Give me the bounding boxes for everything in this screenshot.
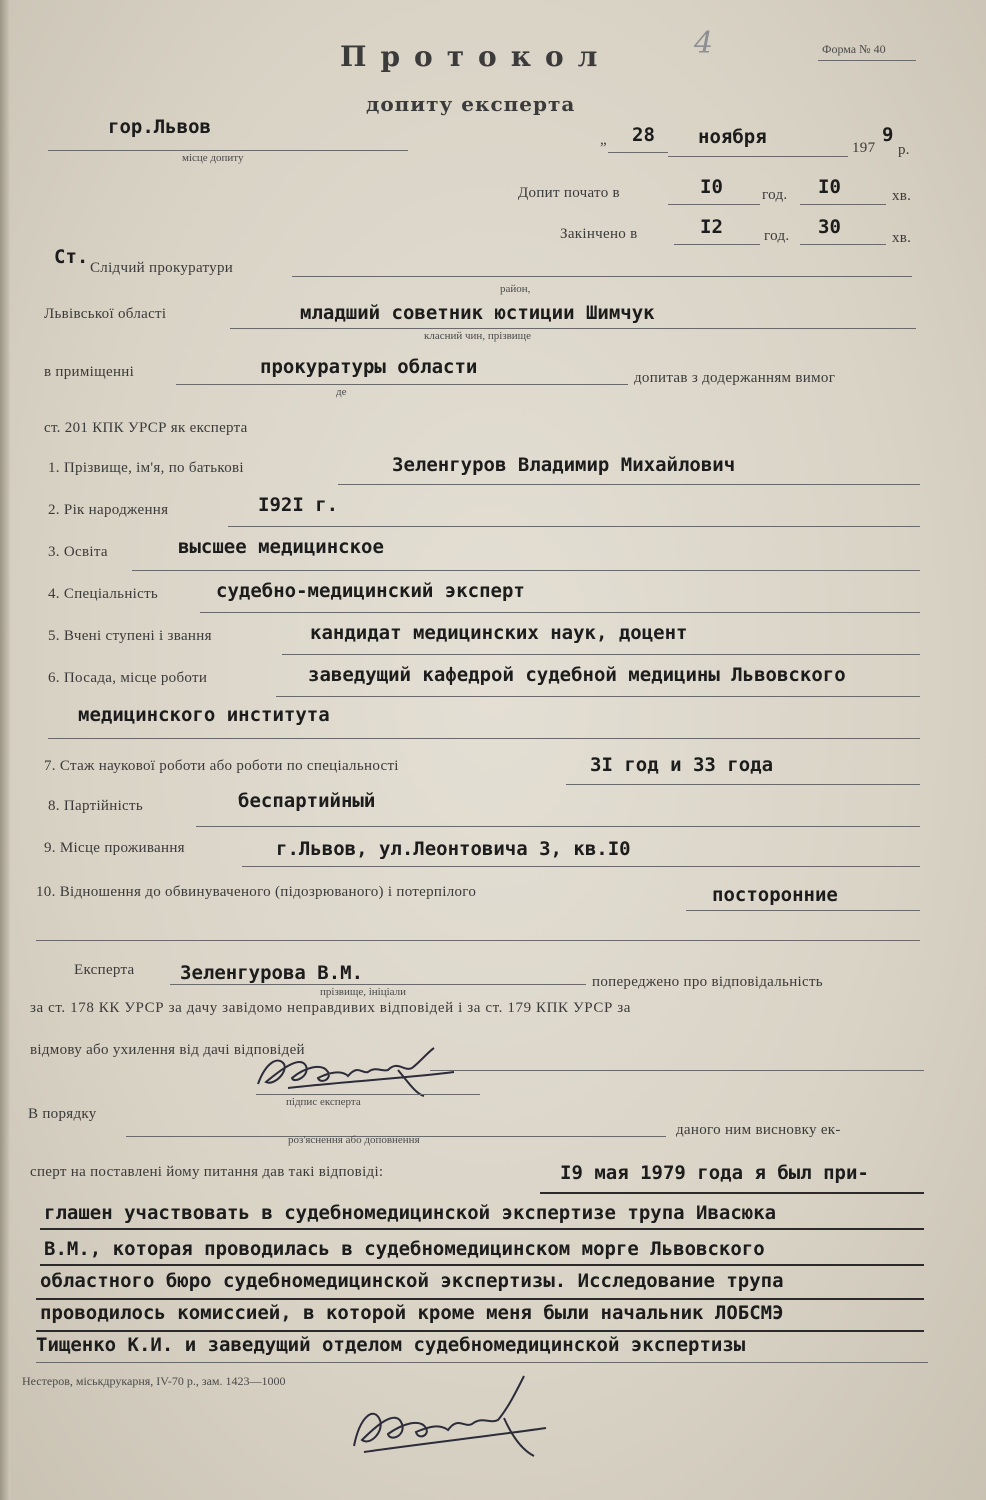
investigator-name: младший советник юстиции Шимчук — [300, 302, 655, 324]
premises-label: в приміщенні — [44, 364, 135, 380]
end-label: Закінчено в — [560, 226, 638, 242]
field-2-label: 2. Рік народження — [48, 502, 169, 518]
field-1-label: 1. Прізвище, ім'я, по батькові — [48, 460, 244, 476]
field-5-value: кандидат медицинских наук, доцент — [310, 622, 688, 644]
field-9-value: г.Львов, ул.Леонтовича 3, кв.I0 — [276, 838, 631, 860]
field-7-value: 3I год и 33 года — [590, 754, 774, 776]
interrogated-text: допитав з додержанням вимог — [634, 370, 836, 386]
field-4-label: 4. Спеціальність — [48, 586, 159, 602]
warning-name-caption: прізвище, ініціали — [320, 986, 407, 998]
document-subtitle: допиту експерта — [366, 92, 576, 116]
field-3-label: 3. Освіта — [48, 544, 108, 560]
field-6-label: 6. Посада, місце роботи — [48, 670, 208, 686]
page-edge — [0, 0, 10, 1500]
answer-line-2: глашен участвовать в судебномедицинской экспертизе трупа Ивасюка — [44, 1202, 777, 1224]
order-text-1: даного ним висновку ек- — [676, 1122, 841, 1138]
field-10-label: 10. Відношення до обвинуваченого (підозрюваного) і потерпілого — [36, 884, 477, 900]
investigator-label: Слідчий прокуратури — [90, 260, 234, 276]
field-7-label: 7. Стаж наукової роботи або роботи по спеціальності — [44, 758, 399, 774]
start-label: Допит почато в — [518, 185, 620, 201]
field-10-value: посторонние — [712, 884, 838, 906]
field-6-value: заведущий кафедрой судебной медицины Львовского — [308, 664, 846, 686]
end-min-unit: хв. — [892, 230, 912, 246]
order-label: В порядку — [28, 1106, 97, 1122]
investigator-prefix: Ст. — [54, 246, 89, 268]
field-2-value: I92I г. — [258, 494, 339, 516]
premises-caption: де — [336, 386, 347, 398]
field-4-value: судебно-медицинский эксперт — [216, 580, 525, 602]
expert-signature-1 — [248, 1042, 468, 1098]
document-title: Протокол — [340, 40, 612, 73]
start-min: I0 — [818, 176, 841, 198]
order-caption: роз'яснення або доповнення — [288, 1134, 420, 1146]
warning-name: Зеленгурова В.М. — [180, 962, 364, 984]
printer-imprint: Нестеров, міськдрукарня, IV-70 р., зам. 1423—1000 — [22, 1374, 286, 1388]
start-hour: I0 — [700, 176, 723, 198]
answer-line-4: областного бюро судебномедицинской экспертизы. Исследование трупа — [40, 1270, 784, 1292]
field-8-label: 8. Партійність — [48, 798, 144, 814]
warning-label: Експерта — [74, 962, 135, 978]
answer-line-1: I9 мая 1979 года я был при- — [560, 1162, 869, 1184]
date-day: 28 — [632, 124, 655, 146]
field-6-value-cont: медицинского института — [78, 704, 330, 726]
place-caption: місце допиту — [182, 152, 244, 164]
expert-signature-2 — [340, 1366, 560, 1462]
end-hour-unit: год. — [764, 228, 790, 244]
pencil-annotation: 4 — [694, 26, 714, 61]
date-month: ноября — [698, 126, 767, 148]
date-suffix: р. — [898, 142, 910, 158]
date-quote: „ — [600, 132, 607, 148]
form-number: Форма № 40 — [822, 42, 886, 56]
field-1-value: Зеленгуров Владимир Михайлович — [392, 454, 736, 476]
signature-caption: підпис експерта — [286, 1096, 361, 1108]
end-hour: I2 — [700, 216, 723, 238]
start-hour-unit: год. — [762, 187, 788, 203]
article-text: ст. 201 КПК УРСР як експерта — [44, 420, 248, 436]
field-9-label: 9. Місце проживання — [44, 840, 185, 856]
end-min: 30 — [818, 216, 841, 238]
warning-text-2: за ст. 178 КК УРСР за дачу завідомо неправдивих відповідей і за ст. 179 КПК УРСР за — [30, 1000, 632, 1016]
date-year-digit: 9 — [882, 124, 894, 146]
field-8-value: беспартийный — [238, 790, 376, 812]
region-label: Львівської області — [44, 306, 167, 322]
date-year-prefix: 197 — [852, 140, 876, 156]
field-5-label: 5. Вчені ступені і звання — [48, 628, 212, 644]
warning-text-1: попереджено про відповідальність — [592, 974, 823, 990]
answer-line-6: Тищенко К.И. и заведущий отделом судебномедицинской экспертизы — [36, 1334, 746, 1356]
place-value: гор.Львов — [108, 116, 211, 138]
district-caption: район, — [500, 283, 531, 295]
answer-line-5: проводилось комиссией, в которой кроме меня были начальник ЛОБСМЭ — [40, 1302, 784, 1324]
name-caption: класний чин, прізвище — [424, 330, 532, 342]
premises-value: прокуратуры области — [260, 356, 478, 378]
order-text-2: сперт на поставлені йому питання дав такі відповіді: — [30, 1164, 384, 1180]
start-min-unit: хв. — [892, 188, 912, 204]
answer-line-3: В.М., которая проводилась в судебномедицинском морге Львовского — [44, 1238, 765, 1260]
field-3-value: высшее медицинское — [178, 536, 384, 558]
warning-text-3: відмову або ухилення від дачі відповідей — [30, 1042, 305, 1058]
